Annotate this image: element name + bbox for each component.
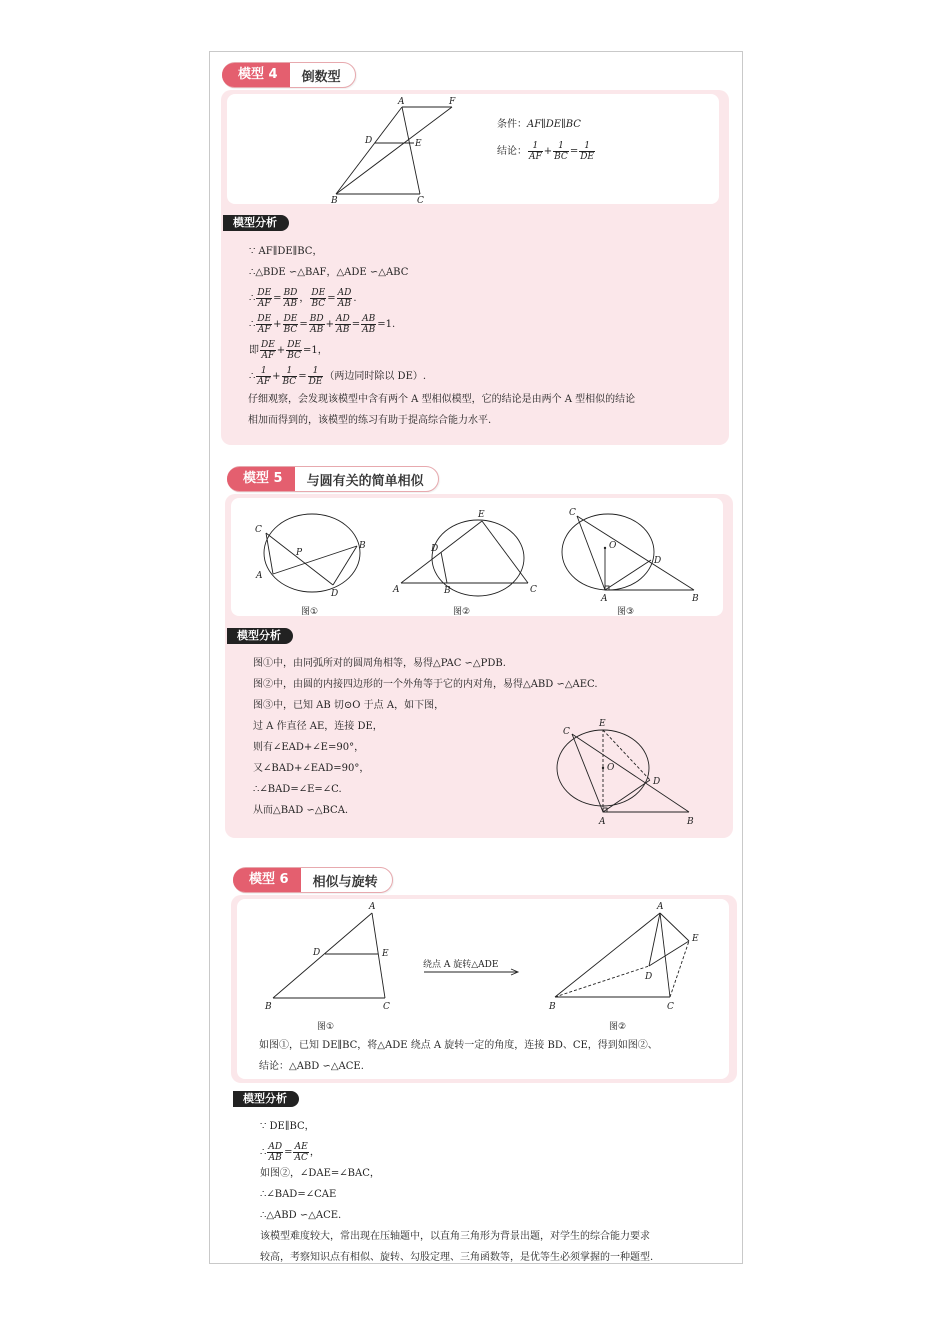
model6-heading bbox=[233, 867, 393, 893]
model5-line1: 图①中，由同弧所对的圆周角相等，易得△PAC ∽△PDB. bbox=[253, 658, 506, 669]
svg-text:B: B bbox=[444, 586, 451, 596]
svg-text:C: C bbox=[417, 196, 424, 206]
model5-figure-box bbox=[231, 498, 723, 616]
model6-caption2: 图② bbox=[609, 1022, 627, 1032]
model6-caption1: 图① bbox=[317, 1022, 335, 1032]
model4-line5: 即 $\frac{DE}{AF}$ + $\frac{DE}{BC}$ =1， bbox=[249, 340, 328, 361]
svg-text:D: D bbox=[431, 544, 439, 554]
model6-analysis-line4: ∴∠BAD=∠CAE bbox=[260, 1189, 337, 1200]
model5-line6: 又∠BAD+∠EAD=90°， bbox=[253, 763, 370, 774]
svg-text:E: E bbox=[415, 139, 422, 149]
model6-title: 相似与旋转 bbox=[312, 874, 378, 890]
svg-text:A: A bbox=[599, 817, 606, 827]
svg-text:A: A bbox=[256, 571, 263, 581]
svg-text:A: A bbox=[369, 902, 376, 912]
svg-text:E: E bbox=[692, 934, 699, 944]
svg-text:D: D bbox=[654, 556, 662, 566]
model5-caption1: 图① bbox=[301, 607, 319, 617]
model4-line4: ∴ $\frac{DE}{AF}$ + $\frac{DE}{BC}$ = $\frac{BD}{AB}$ + $\frac{AD}{AB}$ = $\frac{AB}{AB}$ =1. bbox=[249, 314, 396, 335]
model4-number: 模型 4 bbox=[222, 63, 290, 87]
model5-heading bbox=[227, 466, 439, 492]
svg-text:D: D bbox=[645, 972, 653, 982]
model6-number: 模型 6 bbox=[233, 868, 301, 892]
model6-arrow-label: 绕点 A 旋转△ADE bbox=[423, 960, 499, 970]
svg-text:O: O bbox=[609, 541, 617, 551]
model4-conclusion: 结论： $\frac{1}{AF}$ + $\frac{1}{BC}$ = $\frac{1}{DE}$ bbox=[497, 141, 594, 162]
svg-text:O: O bbox=[607, 763, 615, 773]
conclusion-label: 结论： bbox=[497, 146, 527, 157]
svg-text:B: B bbox=[265, 1002, 272, 1012]
svg-text:D: D bbox=[653, 777, 661, 787]
model4-para1: 仔细观察，会发现该模型中含有两个 A 型相似模型，它的结论是由两个 A 型相似的结论 bbox=[248, 394, 636, 405]
model4-condition bbox=[497, 118, 581, 132]
svg-text:E: E bbox=[599, 719, 606, 729]
model6-figure-box bbox=[237, 899, 729, 1079]
svg-text:C: C bbox=[255, 525, 262, 535]
model4-panel bbox=[221, 90, 729, 445]
model4-analysis-label: 模型分析 bbox=[223, 215, 289, 231]
model4-line6: ∴ $\frac{1}{AF}$ + $\frac{1}{BC}$ = $\frac{1}{DE}$ （两边同时除以 DE）. bbox=[249, 366, 427, 387]
svg-text:C: C bbox=[563, 727, 570, 737]
svg-text:D: D bbox=[365, 136, 373, 146]
svg-text:B: B bbox=[692, 594, 699, 604]
svg-text:C: C bbox=[383, 1002, 390, 1012]
svg-text:D: D bbox=[313, 948, 321, 958]
model5-caption2: 图② bbox=[453, 607, 471, 617]
model5-line7: ∴∠BAD=∠E=∠C. bbox=[253, 784, 342, 795]
svg-text:A: A bbox=[657, 902, 664, 912]
svg-text:D: D bbox=[331, 589, 339, 599]
model4-heading bbox=[222, 62, 356, 88]
condition-text: AF∥DE∥BC bbox=[527, 119, 581, 130]
model5-line8: 从而△BAD ∽△BCA. bbox=[253, 805, 349, 816]
svg-text:A: A bbox=[398, 97, 405, 107]
model6-analysis-label: 模型分析 bbox=[233, 1091, 299, 1107]
model5-caption3: 图③ bbox=[617, 607, 635, 617]
model4-line2: ∴△BDE ∽△BAF，△ADE ∽△ABC bbox=[249, 267, 409, 278]
model6-analysis-line5: ∴△ABD ∽△ACE. bbox=[260, 1210, 342, 1221]
model4-title: 倒数型 bbox=[301, 69, 341, 85]
model5-line3: 图③中，已知 AB 切⊙O 于点 A，如下图， bbox=[253, 700, 445, 711]
model5-line2: 图②中，由圆的内接四边形的一个外角等于它的内对角，易得△ABD ∽△AEC. bbox=[253, 679, 598, 690]
model5-line4: 过 A 作直径 AE，连接 DE， bbox=[253, 721, 383, 732]
svg-text:E: E bbox=[382, 949, 389, 959]
model6-conclusion: 结论：△ABD ∽△ACE. bbox=[259, 1061, 364, 1072]
condition-label: 条件： bbox=[497, 119, 527, 130]
svg-text:B: B bbox=[687, 817, 694, 827]
model6-panel bbox=[231, 895, 737, 1083]
model6-analysis-line2: ∴ $\frac{AD}{AB}$ = $\frac{AE}{AC}$ ， bbox=[260, 1142, 320, 1163]
svg-text:F: F bbox=[449, 97, 456, 107]
model5-analysis-label: 模型分析 bbox=[227, 628, 293, 644]
model4-figure-box bbox=[227, 94, 719, 204]
svg-text:B: B bbox=[359, 541, 366, 551]
model5-analysis-diagram bbox=[555, 712, 715, 832]
svg-text:C: C bbox=[530, 585, 537, 595]
model4-diagram bbox=[309, 94, 509, 206]
model4-line3: ∴ $\frac{DE}{AF}$ = $\frac{BD}{AB}$ ， $\frac{DE}{BC}$ = $\frac{AD}{AB}$ . bbox=[249, 288, 357, 309]
svg-text:E: E bbox=[478, 510, 485, 520]
model5-panel bbox=[225, 494, 733, 838]
model6-description: 如图①，已知 DE∥BC，将△ADE 绕点 A 旋转一定的角度，连接 BD、CE，得到如图②、 bbox=[259, 1040, 658, 1051]
model5-diagrams bbox=[231, 498, 723, 616]
svg-text:P: P bbox=[296, 548, 303, 558]
svg-text:B: B bbox=[549, 1002, 556, 1012]
model6-analysis-para1: 该模型难度较大，常出现在压轴题中，以直角三角形为背景出题，对学生的综合能力要求 bbox=[260, 1231, 650, 1242]
document-page bbox=[209, 51, 743, 1264]
model5-number: 模型 5 bbox=[227, 467, 295, 491]
model5-title: 与圆有关的简单相似 bbox=[306, 473, 424, 489]
model6-analysis-line1: ∵ DE∥BC， bbox=[260, 1121, 315, 1132]
svg-text:C: C bbox=[569, 508, 576, 518]
model5-line5: 则有∠EAD+∠E=90°， bbox=[253, 742, 365, 753]
model6-analysis-line3: 如图②，∠DAE=∠BAC， bbox=[260, 1168, 380, 1179]
svg-text:A: A bbox=[601, 594, 608, 604]
model4-para2: 相加而得到的，该模型的练习有助于提高综合能力水平. bbox=[248, 415, 492, 426]
model4-line1: ∵ AF∥DE∥BC， bbox=[249, 246, 323, 257]
model6-analysis-para2: 较高，考察知识点有相似、旋转、勾股定理、三角函数等，是优等生必须掌握的一种题型. bbox=[260, 1252, 654, 1263]
svg-text:A: A bbox=[393, 585, 400, 595]
svg-text:C: C bbox=[667, 1002, 674, 1012]
svg-text:B: B bbox=[331, 196, 338, 206]
